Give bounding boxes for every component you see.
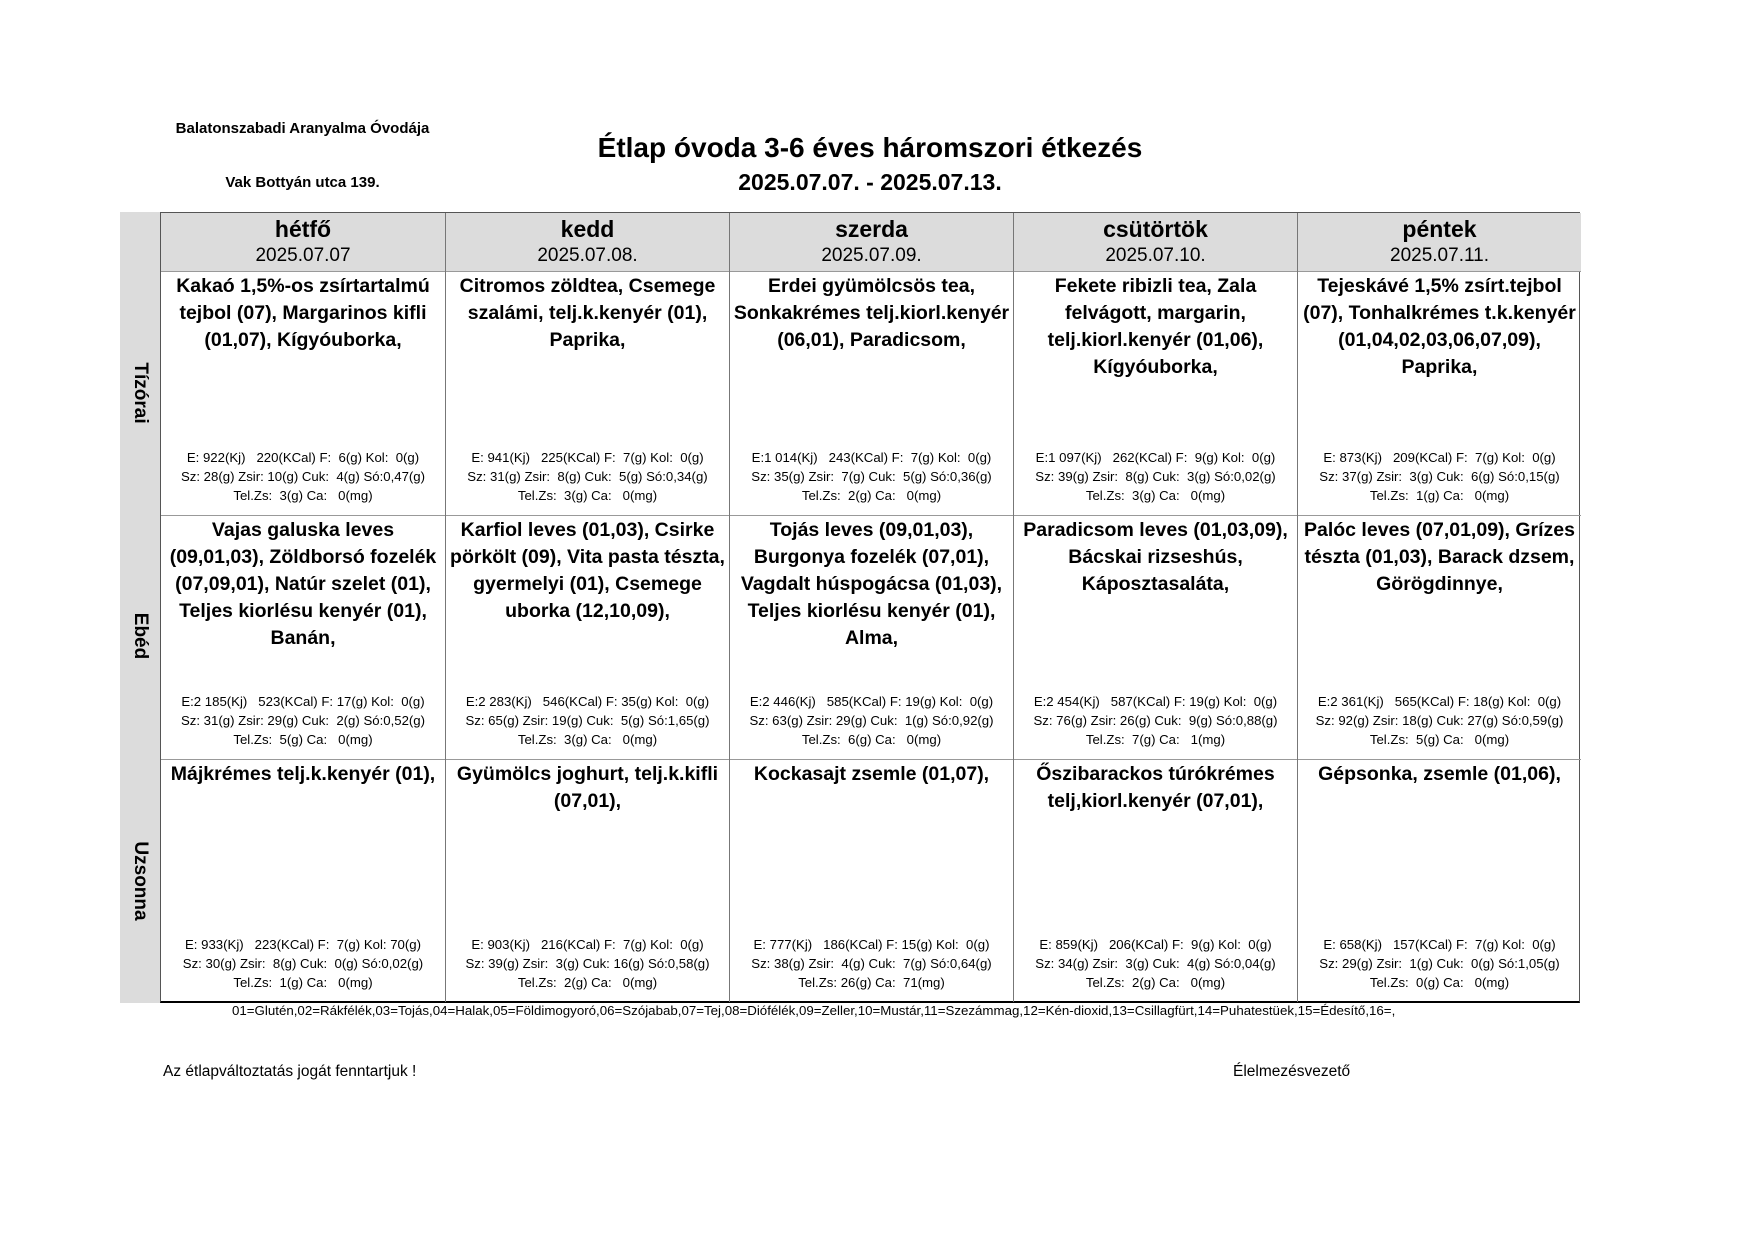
dish-text: Paradicsom leves (01,03,09), Bácskai rizseshús, Káposztasaláta, [1023,519,1288,595]
org-address: Vak Bottyán utca 139. [225,174,380,191]
nutrition-info [446,448,729,505]
day-header [1298,213,1581,272]
meal-cell [161,515,445,759]
nutrition-line: Sz: 29(g) Zsir: 1(g) Cuk: 0(g) Só:1,05(g) [1319,956,1560,971]
nutrition-info [1298,692,1581,749]
nutrition-line: Tel.Zs: 2(g) Ca: 0(mg) [517,975,658,990]
dish-text: Őszibarackos túrókrémes telj,kiorl.kenyér (07,01), [1036,763,1275,812]
nutrition-line: Sz: 92(g) Zsir: 18(g) Cuk: 27(g) Só:0,59(g) [1315,713,1564,728]
nutrition-line: E: 873(Kj) 209(KCal) F: 7(g) Kol: 0(g) [1323,450,1556,465]
day-name: kedd [560,216,615,242]
nutrition-line: Sz: 28(g) Zsir: 10(g) Cuk: 4(g) Só:0,47(g) [180,469,426,484]
dish-text: Májkrémes telj.k.kenyér (01), [170,763,436,785]
allergen-legend: 01=Glutén,02=Rákfélék,03=Tojás,04=Halak,05=Földimogyoró,06=Szójabab,07=Tej,08=Diófélék,09=Zeller,10=Mustár,11=Szezámmag,12=Kén-dioxid,13=Csillagfürt,14=Puhatestüek,15=Édesítő,16=, [232,1003,1396,1018]
nutrition-line: Sz: 39(g) Zsir: 3(g) Cuk: 16(g) Só:0,58(g) [465,956,710,971]
nutrition-line: E:1 097(Kj) 262(KCal) F: 9(g) Kol: 0(g) [1035,450,1276,465]
nutrition-line: Sz: 37(g) Zsir: 3(g) Cuk: 6(g) Só:0,15(g) [1319,469,1560,484]
day-column-csutortok [1013,213,1297,1002]
nutrition-line: Sz: 31(g) Zsir: 8(g) Cuk: 5(g) Só:0,34(g) [467,469,708,484]
nutrition-line: E:1 014(Kj) 243(KCal) F: 7(g) Kol: 0(g) [751,450,992,465]
day-header [446,213,729,272]
menu-table [120,212,1580,1003]
meal-cell [1298,272,1581,515]
meal-cell [1014,272,1297,515]
meal-cell [446,759,729,1002]
nutrition-info [446,935,729,992]
day-column-szerda [729,213,1013,1002]
nutrition-line: E: 922(Kj) 220(KCal) F: 6(g) Kol: 0(g) [186,450,420,465]
nutrition-line: Sz: 30(g) Zsir: 8(g) Cuk: 0(g) Só:0,02(g) [182,956,424,971]
nutrition-info [730,692,1013,749]
nutrition-line: Sz: 65(g) Zsir: 19(g) Cuk: 5(g) Só:1,65(g) [465,713,710,728]
dish-text: Kakaó 1,5%-os zsírtartalmú tejbol (07), Margarinos kifli (01,07), Kígyóuborka, [176,275,430,351]
nutrition-line: Sz: 38(g) Zsir: 4(g) Cuk: 7(g) Só:0,64(g) [751,956,992,971]
nutrition-info [730,448,1013,505]
meal-cell [1014,515,1297,759]
meal-cell [1298,515,1581,759]
day-name: szerda [835,216,908,242]
meal-cell [161,759,445,1002]
day-name: csütörtök [1103,216,1208,242]
meal-label-ebed: Ebéd [130,612,151,660]
nutrition-line: Tel.Zs: 1(g) Ca: 0(mg) [233,975,373,990]
nutrition-line: E: 859(Kj) 206(KCal) F: 9(g) Kol: 0(g) [1039,937,1272,952]
meal-cell [1014,759,1297,1002]
signature-label: Élelmezésvezető [1233,1063,1351,1080]
meal-cell [1298,759,1581,1002]
meal-cell [730,515,1013,759]
day-date: 2025.07.08. [537,245,638,266]
meal-label-cell [120,271,160,514]
nutrition-info [730,935,1013,992]
nutrition-info [161,448,445,505]
nutrition-line: E: 658(Kj) 157(KCal) F: 7(g) Kol: 0(g) [1323,937,1556,952]
nutrition-line: Sz: 31(g) Zsir: 29(g) Cuk: 2(g) Só:0,52(g) [180,713,426,728]
nutrition-info [161,935,445,992]
nutrition-line: Tel.Zs: 3(g) Ca: 0(mg) [517,732,658,747]
meal-label-uzsonna: Uzsonna [130,840,151,921]
nutrition-info [446,692,729,749]
nutrition-line: Tel.Zs: 3(g) Ca: 0(mg) [517,488,658,503]
dish-text: Gépsonka, zsemle (01,06), [1318,763,1561,785]
meal-label-cell [120,758,160,1003]
day-header [1014,213,1297,272]
nutrition-info [1014,935,1297,992]
nutrition-line: E:2 283(Kj) 546(KCal) F: 35(g) Kol: 0(g) [465,694,710,709]
nutrition-line: Tel.Zs: 2(g) Ca: 0(mg) [801,488,942,503]
nutrition-line: E: 933(Kj) 223(KCal) F: 7(g) Kol: 70(g) [185,937,421,952]
meal-column [120,212,160,1003]
meal-cell [446,272,729,515]
nutrition-line: Tel.Zs: 0(g) Ca: 0(mg) [1369,975,1510,990]
meal-cell [730,759,1013,1002]
nutrition-line: E:2 185(Kj) 523(KCal) F: 17(g) Kol: 0(g) [181,694,425,709]
dish-text: Fekete ribizli tea, Zala felvágott, margarin, telj.kiorl.kenyér (01,06), Kígyóuborka, [1047,275,1264,378]
nutrition-line: Sz: 39(g) Zsir: 8(g) Cuk: 3(g) Só:0,02(g) [1035,469,1276,484]
nutrition-line: Tel.Zs: 26(g) Ca: 71(mg) [798,975,945,990]
dish-text: Vajas galuska leves (09,01,03), Zöldborsó fozelék (07,09,01), Natúr szelet (01), Teljes kiorlésu kenyér (01), Banán, [169,519,437,649]
nutrition-line: Tel.Zs: 5(g) Ca: 0(mg) [1369,732,1510,747]
nutrition-line: Tel.Zs: 2(g) Ca: 0(mg) [1085,975,1226,990]
nutrition-line: Tel.Zs: 3(g) Ca: 0(mg) [1085,488,1226,503]
nutrition-line: E:2 361(Kj) 565(KCal) F: 18(g) Kol: 0(g) [1317,694,1562,709]
day-date: 2025.07.11. [1390,245,1489,266]
day-header [161,213,445,272]
meal-label-tizorai: Tízórai [130,361,151,424]
day-date: 2025.07.07 [255,245,351,266]
meal-label-cell [120,514,160,758]
day-date: 2025.07.10. [1105,245,1206,266]
day-column-kedd [445,213,729,1002]
dish-text: Kockasajt zsemle (01,07), [753,763,990,785]
nutrition-line: E: 941(Kj) 225(KCal) F: 7(g) Kol: 0(g) [471,450,704,465]
nutrition-line: E: 777(Kj) 186(KCal) F: 15(g) Kol: 0(g) [753,937,990,952]
nutrition-line: Sz: 34(g) Zsir: 3(g) Cuk: 4(g) Só:0,04(g) [1035,956,1276,971]
nutrition-info [1014,448,1297,505]
nutrition-line: E:2 454(Kj) 587(KCal) F: 19(g) Kol: 0(g) [1033,694,1278,709]
nutrition-line: Tel.Zs: 1(g) Ca: 0(mg) [1369,488,1510,503]
meal-cell [446,515,729,759]
nutrition-info [1298,448,1581,505]
day-date: 2025.07.09. [821,245,922,266]
nutrition-line: Tel.Zs: 5(g) Ca: 0(mg) [233,732,373,747]
menu-change-note: Az étlapváltoztatás jogát fenntartjuk ! [163,1063,417,1080]
nutrition-line: Tel.Zs: 6(g) Ca: 0(mg) [801,732,942,747]
nutrition-line: Sz: 63(g) Zsir: 29(g) Cuk: 1(g) Só:0,92(g) [749,713,994,728]
nutrition-line: Tel.Zs: 3(g) Ca: 0(mg) [233,488,373,503]
nutrition-line: Sz: 35(g) Zsir: 7(g) Cuk: 5(g) Só:0,36(g) [751,469,992,484]
nutrition-line: E: 903(Kj) 216(KCal) F: 7(g) Kol: 0(g) [471,937,704,952]
meal-cell [161,272,445,515]
day-column-pentek [1297,213,1581,1002]
nutrition-info [161,692,445,749]
nutrition-line: E:2 446(Kj) 585(KCal) F: 19(g) Kol: 0(g) [749,694,994,709]
day-name: hétfő [274,216,332,242]
dish-text: Tojás leves (09,01,03), Burgonya fozelék (07,01), Vagdalt húspogácsa (01,03), Teljes kiorlésu kenyér (01), Alma, [740,519,1003,649]
dish-text: Erdei gyümölcsös tea, Sonkakrémes telj.kiorl.kenyér (06,01), Paradicsom, [733,275,1010,351]
day-grid [160,212,1580,1003]
meal-cell [730,272,1013,515]
dish-text: Gyümölcs joghurt, telj.k.kifli (07,01), [456,763,719,812]
dish-text: Karfiol leves (01,03), Csirke pörkölt (09), Vita pasta tészta, gyermelyi (01), Csemege uborka (12,10,09), [450,519,725,622]
day-column-hetfo [161,213,445,1002]
nutrition-info [1298,935,1581,992]
menu-date-range: 2025.07.07. - 2025.07.13. [738,169,1002,195]
dish-text: Tejeskávé 1,5% zsírt.tejbol (07), Tonhalkrémes t.k.kenyér (01,04,02,03,06,07,09), Paprika, [1303,275,1576,378]
day-header [730,213,1013,272]
org-name: Balatonszabadi Aranyalma Óvodája [175,120,430,137]
nutrition-line: Sz: 76(g) Zsir: 26(g) Cuk: 9(g) Só:0,88(g) [1033,713,1278,728]
dish-text: Palóc leves (07,01,09), Grízes tészta (01,03), Barack dzsem, Görögdinnye, [1303,519,1575,595]
nutrition-line: Tel.Zs: 7(g) Ca: 1(mg) [1085,732,1226,747]
dish-text: Citromos zöldtea, Csemege szalámi, telj.k.kenyér (01), Paprika, [459,275,716,351]
menu-title: Étlap óvoda 3-6 éves háromszori étkezés [597,132,1143,163]
nutrition-info [1014,692,1297,749]
day-name: péntek [1402,216,1477,242]
